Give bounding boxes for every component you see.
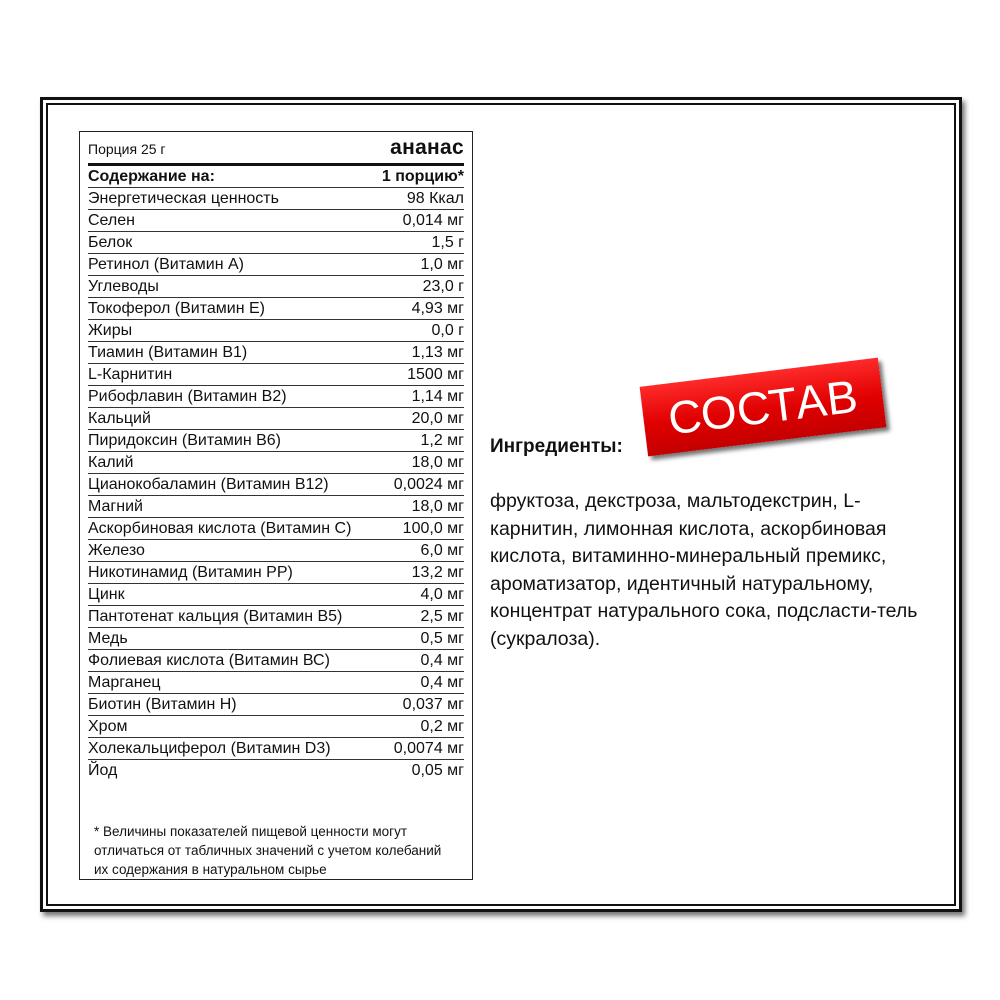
- nutrition-table: [88, 166, 464, 781]
- nutrient-value: 18,0 мг: [411, 498, 464, 515]
- nutrient-value: 6,0 мг: [420, 542, 464, 559]
- nutrient-value: 0,05 мг: [411, 762, 464, 779]
- table-row: [88, 188, 464, 210]
- nutrient-value: 0,4 мг: [420, 674, 464, 691]
- table-row: [88, 430, 464, 452]
- nutrient-value: 0,0024 мг: [393, 476, 464, 493]
- nutrient-value: 4,93 мг: [411, 300, 464, 317]
- nutrient-value: 0,2 мг: [420, 718, 464, 735]
- table-row: [88, 518, 464, 540]
- nutrient-name: Магний: [88, 498, 143, 515]
- nutrient-name: Жиры: [88, 322, 133, 339]
- table-row: [88, 254, 464, 276]
- nutrient-name: Медь: [88, 630, 128, 647]
- nutrient-value: 18,0 мг: [411, 454, 464, 471]
- nutrient-name: Фолиевая кислота (Витамин ВС): [88, 652, 330, 669]
- ingredients-text: фруктоза, декстроза, мальтодекстрин, L-карнитин, лимонная кислота, аскорбиновая кислота, витаминно-минеральный премикс, ароматизатор, идентичный натуральному, концентрат натурального сока, подсласти-тель (сукралоза).: [490, 490, 918, 650]
- nutrient-value: 23,0 г: [422, 278, 464, 295]
- table-row: [88, 364, 464, 386]
- flavor-label: ананас: [390, 136, 464, 159]
- nutrient-value: 4,0 мг: [420, 586, 464, 603]
- nutrition-facts-panel: [79, 131, 473, 880]
- nutrient-name: Пиридоксин (Витамин В6): [88, 432, 282, 449]
- nutrient-name: L-Карнитин: [88, 366, 173, 383]
- nutrient-name: Йод: [88, 762, 118, 779]
- nutrient-value: 0,0 г: [431, 322, 464, 339]
- nutrient-value: 20,0 мг: [411, 410, 464, 427]
- nutrient-name: Марганец: [88, 674, 161, 691]
- nutrient-name: Пантотенат кальция (Витамин В5): [88, 608, 343, 625]
- table-row: [88, 232, 464, 254]
- footnote: * Величины показателей пищевой ценности могут отличаться от табличных значений с учетом колебаний их содержания в натуральном сырье: [94, 824, 442, 877]
- table-row: [88, 320, 464, 342]
- nutrient-name: Биотин (Витамин Н): [88, 696, 237, 713]
- nutrient-name: Углеводы: [88, 278, 159, 295]
- nutrient-name: Рибофлавин (Витамин В2): [88, 388, 287, 405]
- table-row: [88, 496, 464, 518]
- portion-label: Порция 25 г: [88, 141, 166, 157]
- nutrient-name: Токоферол (Витамин Е): [88, 300, 265, 317]
- badge-text: СОСТАВ: [665, 369, 861, 445]
- nutrient-value: 1,14 мг: [411, 388, 464, 405]
- nutrient-value: 2,5 мг: [420, 608, 464, 625]
- nutrient-value: 1500 мг: [407, 366, 464, 383]
- header-name: Содержание на:: [88, 168, 215, 185]
- table-row: [88, 210, 464, 232]
- nutrient-value: 0,4 мг: [420, 652, 464, 669]
- nutrient-value: 1,2 мг: [420, 432, 464, 449]
- table-row: [88, 694, 464, 716]
- table-row: [88, 474, 464, 496]
- nutrient-value: 1,13 мг: [411, 344, 464, 361]
- table-row: [88, 386, 464, 408]
- table-row: [88, 672, 464, 694]
- table-row: [88, 562, 464, 584]
- nutrient-value: 100,0 мг: [402, 520, 464, 537]
- nutrient-name: Ретинол (Витамин А): [88, 256, 244, 273]
- ingredients-title: Ингредиенты:: [490, 436, 623, 457]
- nutrient-name: Цианокобаламин (Витамин В12): [88, 476, 329, 493]
- nutrient-name: Кальций: [88, 410, 151, 427]
- table-row: [88, 606, 464, 628]
- table-row: [88, 628, 464, 650]
- nutrient-name: Холекальциферол (Витамин D3): [88, 740, 331, 757]
- nutrient-name: Аскорбиновая кислота (Витамин С): [88, 520, 352, 537]
- nutrient-value: 1,5 г: [431, 234, 464, 251]
- nutrient-name: Энергетическая ценность: [88, 190, 279, 207]
- table-row: [88, 738, 464, 760]
- table-row: [88, 408, 464, 430]
- nutrient-value: 98 Ккал: [406, 190, 464, 207]
- table-row: [88, 342, 464, 364]
- table-row: [88, 716, 464, 738]
- table-row: [88, 584, 464, 606]
- nutrient-value: 0,0074 мг: [393, 740, 464, 757]
- nutrient-name: Железо: [88, 542, 145, 559]
- nutrient-value: 1,0 мг: [420, 256, 464, 273]
- header-value: 1 порцию*: [381, 168, 464, 185]
- nutrient-name: Белок: [88, 234, 133, 251]
- nutrient-name: Тиамин (Витамин В1): [88, 344, 248, 361]
- table-row: [88, 298, 464, 320]
- table-row: [88, 650, 464, 672]
- panel-top: [88, 134, 464, 160]
- nutrient-value: 0,037 мг: [402, 696, 464, 713]
- table-row: [88, 760, 464, 781]
- nutrient-name: Калий: [88, 454, 134, 471]
- nutrient-value: 0,014 мг: [402, 212, 464, 229]
- table-row: [88, 540, 464, 562]
- nutrient-name: Селен: [88, 212, 135, 229]
- nutrient-name: Цинк: [88, 586, 125, 603]
- table-header: [88, 166, 464, 188]
- nutrient-value: 13,2 мг: [411, 564, 464, 581]
- nutrient-value: 0,5 мг: [420, 630, 464, 647]
- nutrient-name: Никотинамид (Витамин РР): [88, 564, 293, 581]
- table-row: [88, 276, 464, 298]
- nutrient-name: Хром: [88, 718, 128, 735]
- table-row: [88, 452, 464, 474]
